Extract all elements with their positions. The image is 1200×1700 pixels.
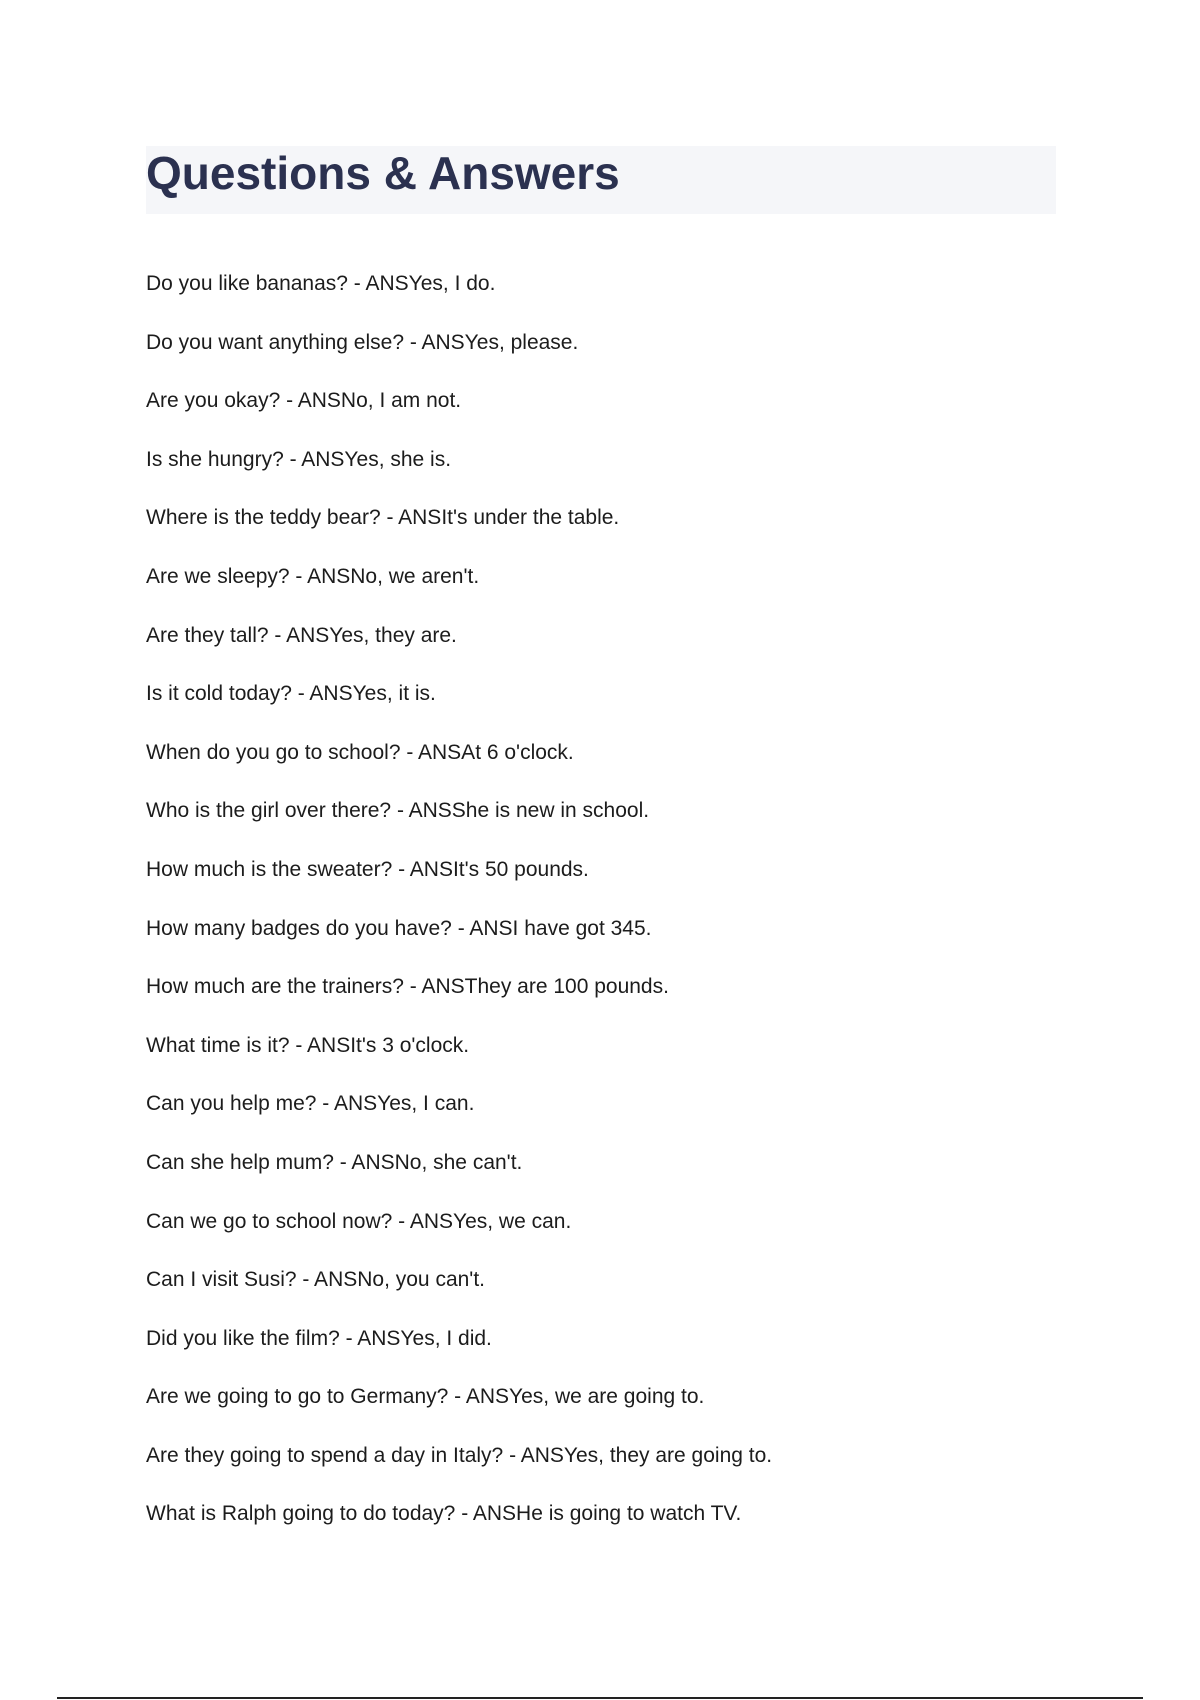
qa-item: Can you help me? - ANSYes, I can. — [146, 1092, 475, 1116]
qa-item: Is it cold today? - ANSYes, it is. — [146, 682, 436, 706]
qa-item: Did you like the film? - ANSYes, I did. — [146, 1326, 492, 1350]
qa-item: Are we going to go to Germany? - ANSYes, we are going to. — [146, 1385, 705, 1409]
footer-divider — [57, 1697, 1143, 1699]
qa-item: Do you want anything else? - ANSYes, please. — [146, 330, 579, 354]
qa-item: Can she help mum? - ANSNo, she can't. — [146, 1150, 523, 1174]
page-title: Questions & Answers — [146, 147, 620, 199]
qa-item: Can we go to school now? - ANSYes, we can. — [146, 1209, 572, 1233]
qa-item: How many badges do you have? - ANSI have got 345. — [146, 916, 652, 940]
qa-item: Are they going to spend a day in Italy? - ANSYes, they are going to. — [146, 1443, 773, 1467]
qa-item: What time is it? - ANSIt's 3 o'clock. — [146, 1033, 470, 1057]
qa-item: How much are the trainers? - ANSThey are 100 pounds. — [146, 975, 669, 999]
qa-item: Are you okay? - ANSNo, I am not. — [146, 389, 462, 413]
qa-item: How much is the sweater? - ANSIt's 50 pounds. — [146, 857, 589, 881]
qa-item: Where is the teddy bear? - ANSIt's under the table. — [146, 506, 620, 530]
qa-item: Are they tall? - ANSYes, they are. — [146, 623, 457, 647]
qa-item: Do you like bananas? - ANSYes, I do. — [146, 272, 496, 295]
qa-item: Can I visit Susi? - ANSNo, you can't. — [146, 1268, 485, 1292]
qa-item: Who is the girl over there? - ANSShe is new in school. — [146, 799, 650, 823]
qa-item: What is Ralph going to do today? - ANSHe is going to watch TV. — [146, 1502, 742, 1526]
qa-list — [146, 270, 1146, 1559]
qa-item: Is she hungry? - ANSYes, she is. — [146, 447, 452, 471]
qa-item: Are we sleepy? - ANSNo, we aren't. — [146, 564, 480, 588]
qa-item: When do you go to school? - ANSAt 6 o'clock. — [146, 740, 574, 764]
